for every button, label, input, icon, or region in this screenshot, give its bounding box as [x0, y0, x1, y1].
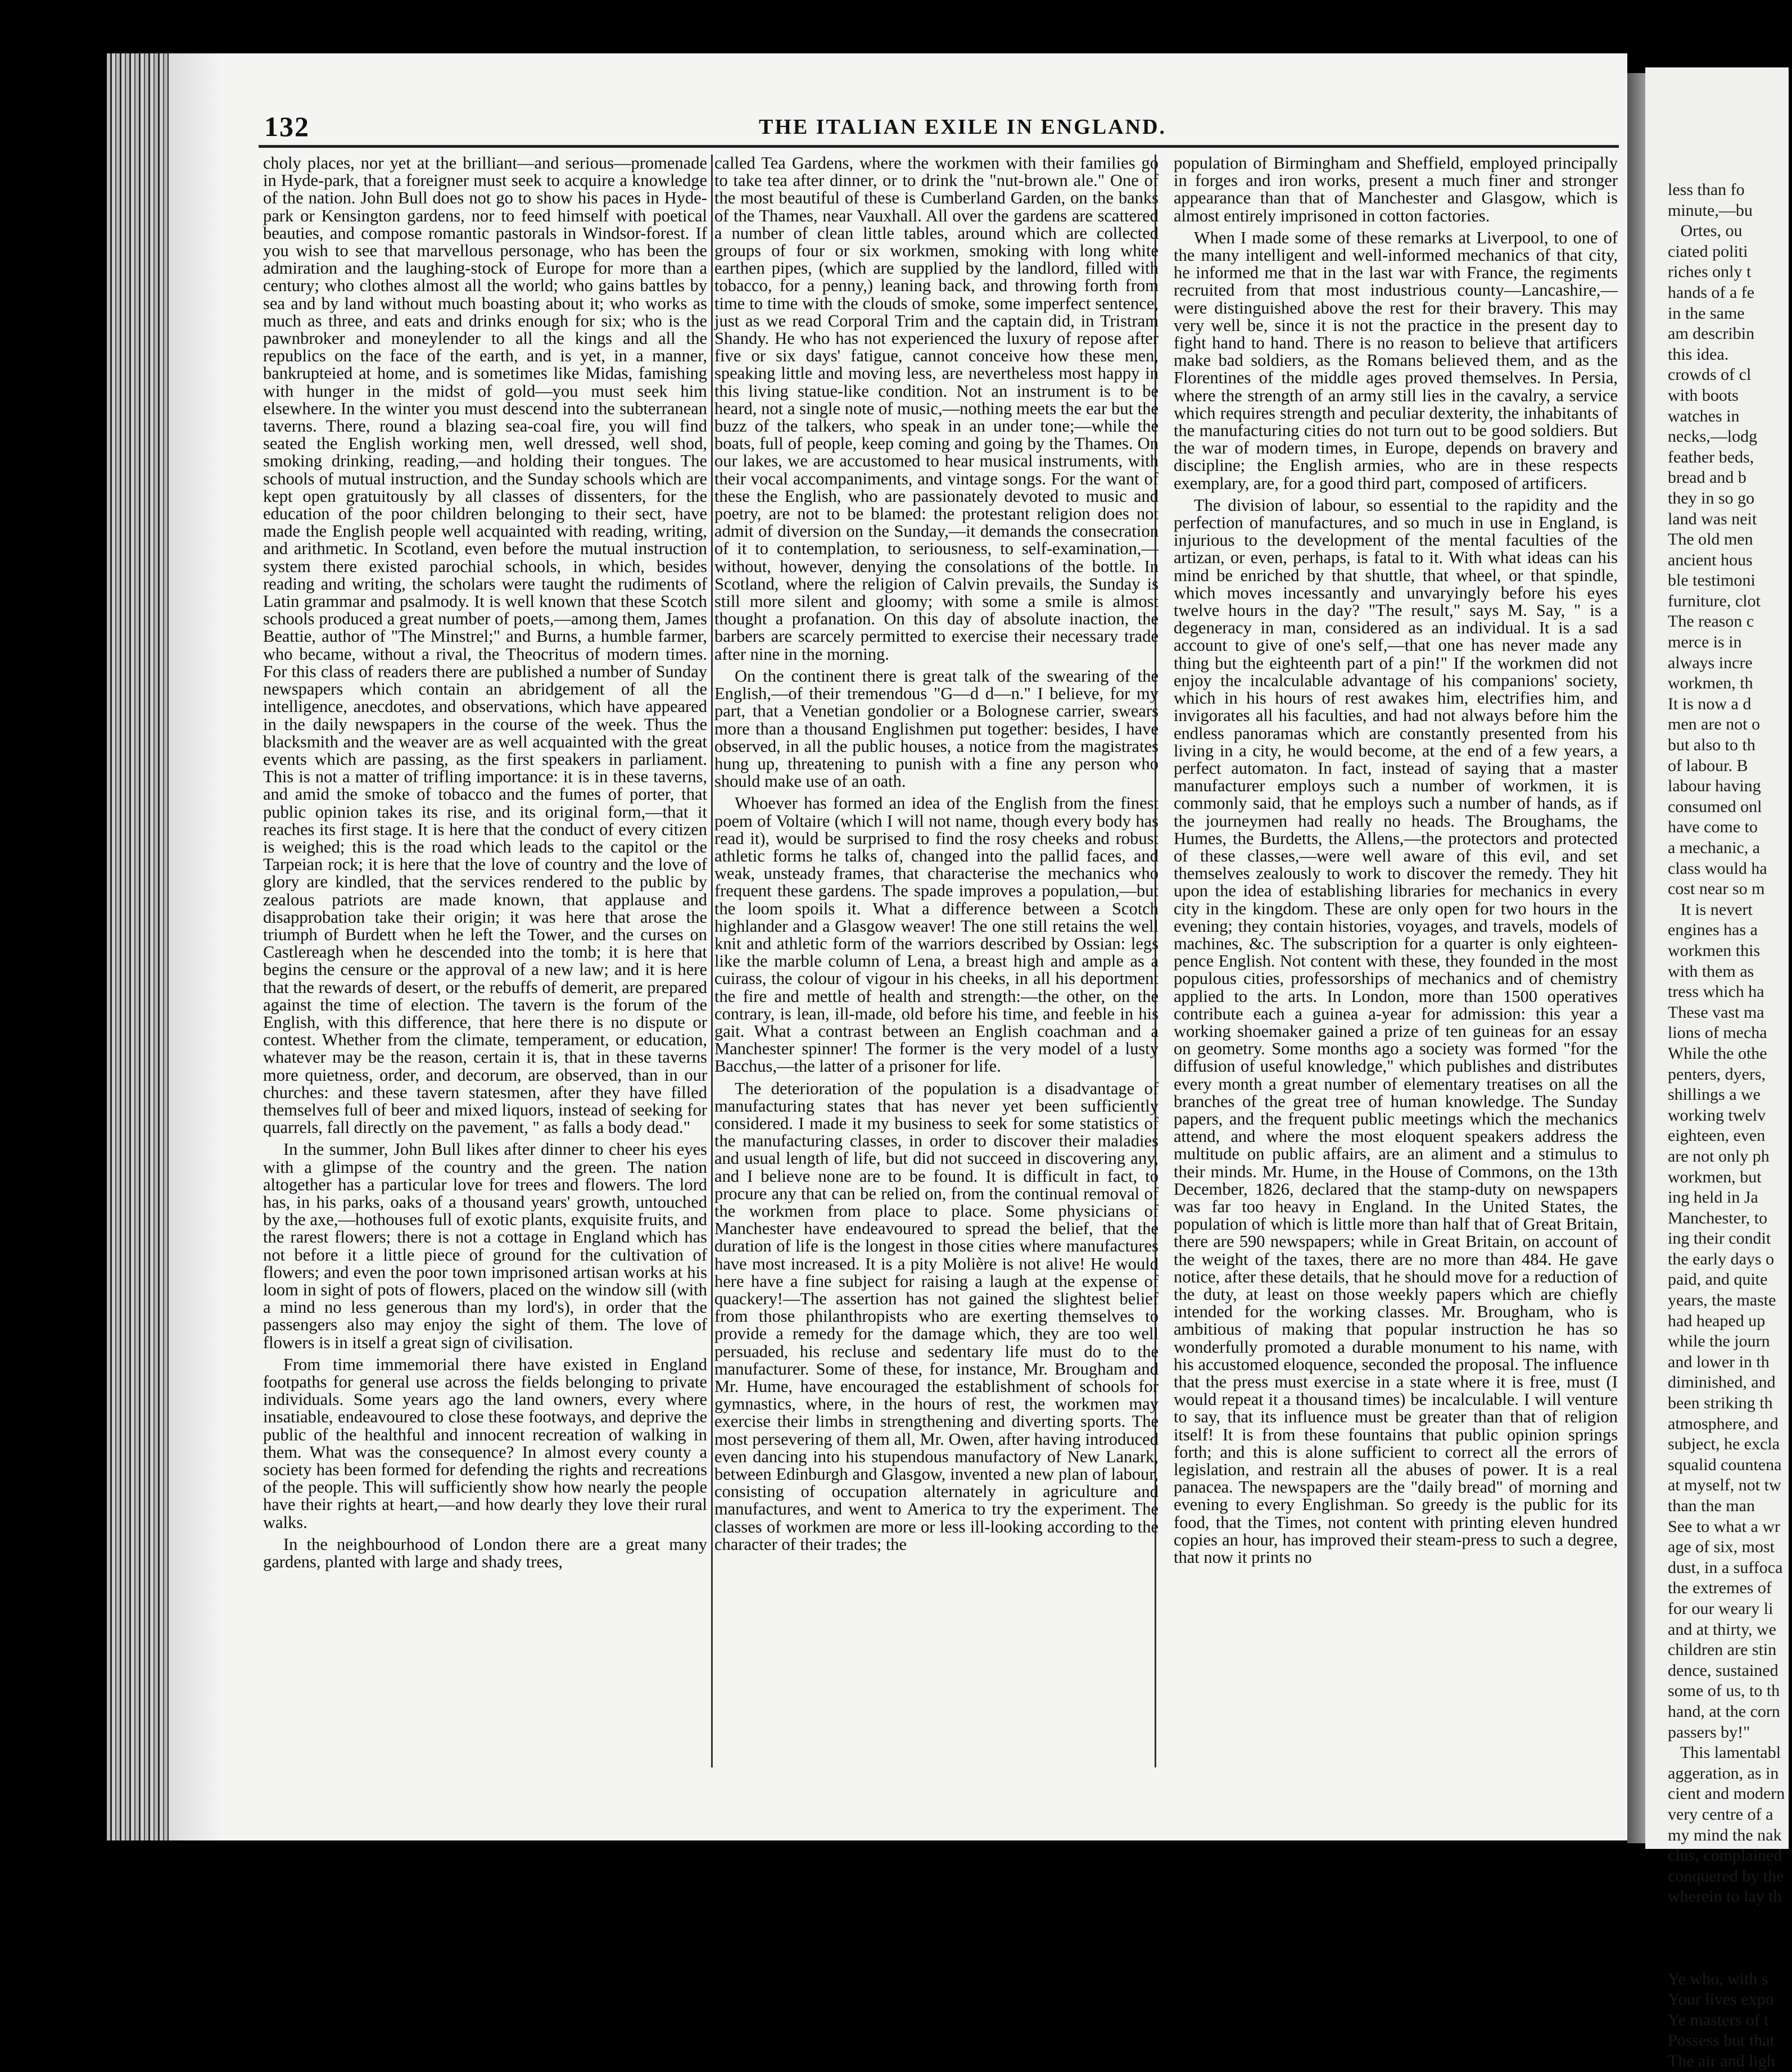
paragraph: On the continent there is great talk of the swearing of the English,—of their tremendous "G—d d—n." I believe, for my part, that a Venetian gondolier or a Bolognese carrier, swears more than a thousand Englishmen put together: besides, I have observed, in all the public houses, a notice from the magistrates hung up, threatening to punish with a fine any person who should make use of an oath.	[714, 666, 1159, 791]
text-column-2	[714, 155, 1159, 1773]
gutter-shading	[169, 53, 225, 1840]
text-column-3	[1174, 155, 1618, 1773]
paragraph: In the summer, John Bull likes after dinner to cheer his eyes with a glimpse of the country and the green. The nation altogether has a particular love for trees and flowers. The lord has, in his parks, oaks of a thousand years' growth, untouched by the axe,—hothouses full of exotic plants, exquisite fruits, and the rarest flowers; there is not a cottage in England which has not before it a little piece of ground for the cultivation of flowers; and even the poor town imprisoned artisan works at his loom in sight of pots of flowers, placed on the window sill (with a mind no less generous than my lord's), in order that the passengers also may enjoy the sight of them. The love of flowers is in itself a great sign of civilisation.	[263, 1140, 707, 1352]
header-rule	[259, 145, 1619, 148]
column-rule	[711, 155, 713, 1767]
paragraph: Whoever has formed an idea of the English from the finest poem of Voltaire (which I will not name, though every body has read it), would be surprised to find the rosy cheeks and robust athletic forms he talks of, changed into the pallid faces, and weak, unsteady frames, that characterise the mechanics who frequent these gardens. The spade improves a population,—but the loom spoils it. What a difference between a Scotch highlander and a Glasgow weaver! The one still retains the well knit and athletic form of the warriors described by Ossian: legs like the marble column of Lena, a breast high and ample as a cuirass, the colour of vigour in his cheeks, in all his deportment the fire and mettle of health and strength:—the other, on the contrary, is lean, ill-made, old before his time, and feeble in his gait. What a contrast between an English coachman and a Manchester spinner! The former is the very model of a lusty Bacchus,—the latter of a prisoner for life.	[714, 794, 1159, 1076]
paragraph: The division of labour, so essential to the rapidity and the perfection of manufactures, and so much in use in England, is injurious to the development of the mental faculties of the artizan, or even, perhaps, is fatal to it. With what ideas can his mind be enriched by that shuttle, that wheel, or that spindle, which moves incessantly and unvaryingly before his eyes twelve hours in the day? "The result," says M. Say, " is a degeneracy in man, considered as an individual. It is a sad account to give of one's self,—that one has never made any thing but the eighteenth part of a pin!" If the workmen did not enjoy the incalculable advantage of his companions' society, which in his hours of rest awakes him, electrifies him, and invigorates all his faculties, and had not always before him the endless panoramas which are constantly presented from his living in a city, he would become, at the end of a few years, a perfect automaton. In fact, instead of saying that a master manufacturer employs such a number of workmen, it is commonly said, that he employs such a number of hands, as if the journeymen had really no heads. The Broughams, the Humes, the Burdetts, the Allens,—the protectors and protected of these classes,—were well aware of this evil, and set themselves zealously to work to discover the remedy. They hit upon the idea of establishing libraries for mechanics in every city in the kingdom. These are only open for two hours in the evening; they contain histories, voyages, and travels, models of machines, &c. The subscription for a quarter is only eighteen-pence English. Not content with these, they founded in the most populous cities, professorships of mechanics and of chemistry applied to the arts. In London, more than 1500 operatives contribute each a guinea a-year for admission: this year a working shoemaker gained a prize of ten guineas for an essay on geometry. Some months ago a society was formed "for the diffusion of useful knowledge," which publishes and distributes every month a great number of elementary treatises on all the branches of the great tree of human knowledge. The Sunday papers, and the frequent public meetings which the mechanics attend, and where the most eloquent speakers address the multitude on public affairs, are an aliment and a stimulus to their minds. Mr. Hume, in the House of Commons, on the 13th December, 1826, declared that the stamp-duty on newspapers was far too heavy in England. In the United States, the population of which is little more than half that of Great Britain, there are 590 newspapers; while in Great Britain, on account of the weight of the taxes, there are no more than 484. He gave notice, after these details, that he should move for a reduction of the duty, at least on those weekly papers which are chiefly intended for the working classes. Mr. Brougham, who is ambitious of making that popular instruction he has so wonderfully promoted a durable monument to his name, with his accustomed eloquence, seconded the proposal. The influence that the press must exercise in a state where it is free, must (I would repeat it a thousand times) be incalculable. I will venture to say, that its influence must be greater than that of religion itself! It is from these fountains that public opinion springs forth; and this is alone sufficient to correct all the errors of legislation, and restrain all the abuses of power. It is a real panacea. The newspapers are the "daily bread" of morning and evening to every Englishman. So greedy is the public for its food, that the Times, not content with printing eleven hundred copies an hour, has improved their steam-press to such a degree, that now it prints no	[1174, 495, 1618, 1567]
facing-page-fragment	[1645, 67, 1789, 2071]
page-edge-shadow	[1627, 73, 1645, 1843]
running-title: THE ITALIAN EXILE IN ENGLAND.	[759, 115, 1167, 139]
paragraph: The deterioration of the population is a disadvantage of manufacturing states that has never yet been sufficiently considered. I made it my business to seek for some statistics of the manufacturing classes, in order to discover their maladies and usual length of life, but did not succeed in discovering any, and I believe none are to be found. It is difficult in fact, to procure any that can be relied on, from the continual removal of the workmen from place to place. Some physicians of Manchester have endeavoured to spread the belief, that the duration of life is the longest in those cities where manufactures have most increased. It is a pity Molière is not alive! He would here have a fine subject for raising a laugh at the expense of quackery!—The assertion has not gained the slightest belief from those philanthropists who are exerting themselves to provide a remedy for the damage which, they are too well persuaded, his recluse and sedentary life must do to the manufacturer. Some of these, for instance, Mr. Brougham and Mr. Hume, have encouraged the establishment of schools for gymnastics, where, in the hours of rest, the workmen may exercise their limbs in strengthening and diverting sports. The most persevering of them all, Mr. Owen, after having introduced even dancing into his stupendous manufactory of New Lanark, between Edinburgh and Glasgow, invented a new plan of labour, consisting of occupation alternately in agriculture and manufactures, and went to America to try the experiment. The classes of workmen are more or less ill-looking according to the character of their trades; the	[714, 1078, 1159, 1554]
paragraph: population of Birmingham and Sheffield, employed principally in forges and iron works, present a much finer and stronger appearance than that of Manchester and Glasgow, which is almost entirely imprisoned in cotton factories.	[1174, 153, 1618, 225]
facing-page-text: less than fo minute,—bu Ortes, ou ciated politi riches only t hands of a fe in the same am describin this idea. crowds of cl with boots watches in necks,—lodg feather beds, bread and b they in so go land was neit The old men ancient hous ble testimoni furniture, clot The reason c merce is in always incre workmen, th It is now a d men are not o but also to th of labour. B labour having consumed onl have come to a mechanic, a class would ha cost near so m It is nevert engines has a workmen this with them as tress which ha These vast ma lions of mecha While the othe penters, dyers, shillings a we working twelv eighteen, even are not only ph workmen, but ing held in Ja Manchester, to ing their condit the early days o paid, and quite years, the maste had heaped up while the journ and lower in th diminished, and been striking th atmosphere, and subject, he excla squalid countena at myself, not tw than the man See to what a wr age of six, most dust, in a suffoca the extremes of for our weary li and at thirty, we children are stin dence, sustained some of us, to th hand, at the corn passers by!" This lamentabl aggeration, as in cient and modern very centre of a my mind the nak clus, complained conquered by the wherein to lay th Ye who, with s Your lives expo Ye masters of t Possess but that The air and ligh	[1668, 180, 1785, 2071]
paragraph: When I made some of these remarks at Liverpool, to one of the many intelligent and well-informed mechanics of that city, he informed me that in the last war with France, the regiments recruited from that most industrious county—Lancashire,—were distinguished above the rest for their bravery. This may very well be, since it is not the practice in the present day to fight hand to hand. There is no reason to believe that artificers make bad soldiers, as the Romans believed them, and as the Florentines of the middle ages proved themselves. In Persia, where the strength of an army still lies in the cavalry, a service which requires strength and peculiar dexterity, the inhabitants of the manufacturing cities do not turn out to be good soldiers. But the war of modern times, in Europe, depends on bravery and discipline; the English armies, who are in these respects exemplary, are, for a good third part, composed of artificers.	[1174, 228, 1618, 493]
running-head	[264, 110, 1613, 144]
paragraph: choly places, nor yet at the brilliant—and serious—promenade in Hyde-park, that a foreigner must seek to acquire a knowledge of the nation. John Bull does not go to show his paces in Hyde-park or Kensington gardens, nor to feed himself with poetical beauties, and compose romantic pastorals in Windsor-forest. If you wish to see that marvellous personage, who has been the admiration and the laughing-stock of Europe for more than a century; who clothes almost all the world; who gains battles by sea and by land without much boasting about it; who works as much as three, and eats and drinks enough for six; who is the pawnbroker and moneylender to all the kings and all the republics on the face of the earth, and is yet, in a manner, bankrupteied at home, and is sometimes like Midas, famishing with hunger in the midst of gold—you must seek him elsewhere. In the winter you must descend into the subterranean taverns. There, round a blazing sea-coal fire, you will find seated the English working men, well dressed, well shod, smoking drinking, reading,—and holding their tongues. The schools of mutual instruction, and the Sunday schools which are kept open gratuitously by all classes of dissenters, for the education of the poor children belonging to their sect, have made the English people well acquainted with reading, writing, and arithmetic. In Scotland, even before the mutual instruction system there existed parochial schools, in which, besides reading and writing, the scholars were taught the rudiments of Latin grammar and psalmody. It is well known that these Scotch schools produced a great number of poets,—among them, James Beattie, author of "The Minstrel;" and Burns, a humble farmer, who became, without a rival, the Theocritus of modern times. For this class of readers there are published a number of Sunday newspapers which contain an abridgement of all the intelligence, anecdotes, and observations, which have appeared in the daily newspapers in the course of the week. Thus the blacksmith and the weaver are as well acquainted with the great events which are passing, as the first speakers in parliament. This is not a matter of trifling importance: it is in these taverns, and amid the smoke of tobacco and the fumes of porter, that public opinion takes its rise, and its original form,—that it reaches its first stage. It is here that the conduct of every citizen is weighed; this is the road which leads to the capitol or the Tarpeian rock; it is here that the love of country and the love of glory are kindled, that the services rendered to the public by zealous patriots are made known, that applause and disapprobation take their origin; it was here that arose the triumph of Burdett when he left the Tower, and the curses on Castlereagh when he descended into the tomb; it is here that begins the censure or the approval of a new law; and it is here that the rewards of desert, or the rebuffs of demerit, are prepared against the time of election. The tavern is the forum of the English, with this difference, that here there is no dispute or contest. Whether from the climate, temperament, or education, whatever may be the reason, certain it is, that in these taverns more quietness, order, and decorum, are observed, than in our churches: and these tavern statesmen, after they have filled themselves full of beer and mixed liquors, instead of seeking for quarrels, fall directly on the pavement, " as falls a body dead."	[263, 153, 707, 1137]
paragraph: called Tea Gardens, where the workmen with their families go to take tea after dinner, or to drink the "nut-brown ale." One of the most beautiful of these is Cumberland Garden, on the banks of the Thames, near Vauxhall. All over the gardens are scattered a number of clean little tables, around which are collected groups of four or six workmen, smoking with long white earthen pipes, (which are supplied by the landlord, filled with tobacco, for a penny,) leaning back, and throwing forth from time to time with the clouds of smoke, some imperfect sentence, just as we read Corporal Trim and the captain did, in Tristram Shandy. He who has not experienced the luxury of repose after five or six days' fatigue, cannot conceive how these men, speaking little and moving less, are nevertheless most happy in this living statue-like condition. Not an instrument is to be heard, not a single note of music,—nothing meets the ear but the buzz of the talkers, who speak in an under tone;—while the boats, full of people, keep coming and going by the Thames. On our lakes, we are accustomed to hear musical instruments, with their vocal accompaniments, and vintage songs. For the want of these the English, who are passionately devoted to music and poetry, are not to be blamed: the protestant religion does not admit of diversion on the Sunday,—it demands the consecration of it to contemplation, to seriousness, to self-examination,—without, however, denying the consolations of the bottle. In Scotland, where the religion of Calvin prevails, the Sunday is still more silent and gloomy; with some a smile is almost thought a profanation. On this day of absolute inaction, the barbers are scarcely permitted to exercise their necessary trade after nine in the morning.	[714, 153, 1159, 664]
paragraph: From time immemorial there have existed in England footpaths for general use across the fields belonging to private individuals. Some years ago the land owners, every where insatiable, endeavoured to close these footways, and deprive the public of the healthful and innocent recreation of walking in them. What was the consequence? In almost every county a society has been formed for defending the rights and recreations of the people. This will sufficiently show how nearly the people have their rights at heart,—and how dearly they love their rural walks.	[263, 1354, 707, 1532]
page-number: 132	[264, 111, 310, 142]
text-column-1	[263, 155, 707, 1773]
paragraph: In the neighbourhood of London there are a great many gardens, planted with large and shady trees,	[263, 1534, 707, 1572]
